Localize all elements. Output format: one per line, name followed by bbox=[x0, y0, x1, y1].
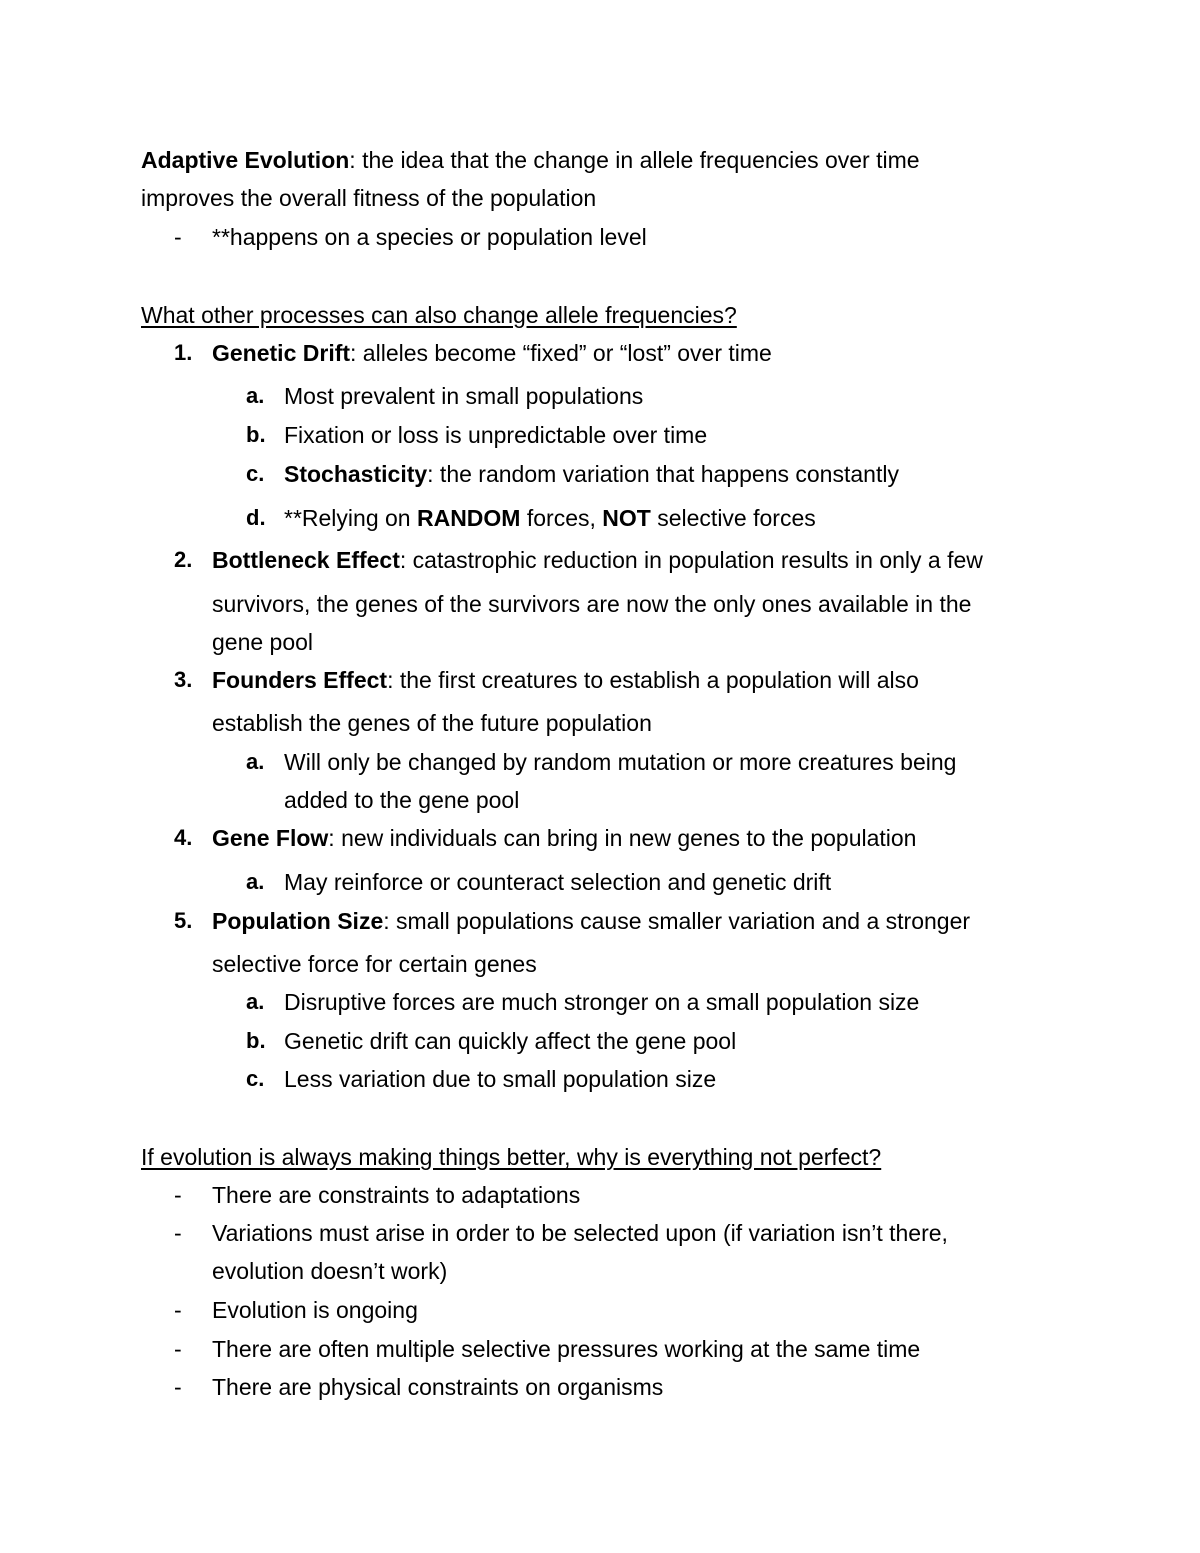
bullet-dash: - bbox=[174, 1336, 182, 1362]
sublist-item-random-forces bbox=[284, 503, 816, 533]
sublist-marker: c. bbox=[246, 1066, 265, 1091]
sublist-marker: a. bbox=[246, 383, 265, 408]
text-run: selective forces bbox=[650, 505, 816, 531]
list-marker: 2. bbox=[174, 547, 193, 572]
list-item-term: Genetic Drift bbox=[212, 340, 351, 366]
sublist-marker: b. bbox=[246, 422, 266, 447]
sublist-item-stochasticity bbox=[284, 459, 899, 489]
list-item-term: Bottleneck Effect bbox=[212, 547, 400, 573]
bullet-item: There are constraints to adaptations bbox=[212, 1182, 581, 1208]
sublist-item: Most prevalent in small populations bbox=[284, 383, 644, 409]
intro-bullet: **happens on a species or population level bbox=[212, 224, 647, 250]
list-item-continuation: survivors, the genes of the survivors are now the only ones available in the bbox=[212, 591, 972, 617]
sublist-term: Stochasticity bbox=[284, 461, 428, 487]
list-marker: 4. bbox=[174, 825, 193, 850]
list-marker: 3. bbox=[174, 667, 193, 692]
list-item-text: : new individuals can bring in new genes to the population bbox=[328, 825, 917, 851]
emphasis-random: RANDOM bbox=[416, 505, 521, 531]
list-item-population-size bbox=[212, 906, 970, 936]
bullet-item-continuation: evolution doesn’t work) bbox=[212, 1258, 448, 1284]
sublist-marker: c. bbox=[246, 461, 265, 486]
sublist-item: Disruptive forces are much stronger on a small population size bbox=[284, 989, 920, 1015]
text-run: **Relying on bbox=[284, 505, 417, 531]
list-item-continuation: establish the genes of the future population bbox=[212, 710, 652, 736]
sublist-item-continuation: added to the gene pool bbox=[284, 787, 520, 813]
list-item-text: : small populations cause smaller variation and a stronger bbox=[383, 908, 971, 934]
section-heading-not-perfect: If evolution is always making things better, why is everything not perfect? bbox=[141, 1144, 882, 1170]
intro-definition: : the idea that the change in allele frequencies over time bbox=[349, 147, 920, 173]
bullet-dash: - bbox=[174, 1374, 182, 1400]
emphasis-not: NOT bbox=[602, 505, 651, 531]
bullet-dash: - bbox=[174, 1297, 182, 1323]
sublist-marker: d. bbox=[246, 505, 266, 530]
sublist-item: Less variation due to small population size bbox=[284, 1066, 717, 1092]
list-item-term: Founders Effect bbox=[212, 667, 388, 693]
sublist-item: Will only be changed by random mutation or more creatures being bbox=[284, 749, 957, 775]
intro-term: Adaptive Evolution bbox=[141, 147, 350, 173]
sublist-marker: a. bbox=[246, 989, 265, 1014]
bullet-dash: - bbox=[174, 224, 182, 250]
list-item-continuation: selective force for certain genes bbox=[212, 951, 537, 977]
sublist-marker: a. bbox=[246, 869, 265, 894]
sublist-item: Fixation or loss is unpredictable over time bbox=[284, 422, 708, 448]
intro-line-1 bbox=[141, 145, 920, 175]
list-item-founders bbox=[212, 665, 919, 695]
list-item-genetic-drift bbox=[212, 338, 772, 368]
bullet-dash: - bbox=[174, 1220, 182, 1246]
list-item-term: Gene Flow bbox=[212, 825, 329, 851]
bullet-item: Variations must arise in order to be selected upon (if variation isn’t there, bbox=[212, 1220, 948, 1246]
list-item-continuation: gene pool bbox=[212, 629, 314, 655]
sublist-item: Genetic drift can quickly affect the gene pool bbox=[284, 1028, 737, 1054]
list-item-text: : catastrophic reduction in population results in only a few bbox=[399, 547, 983, 573]
bullet-dash: - bbox=[174, 1182, 182, 1208]
text-run: forces, bbox=[520, 505, 603, 531]
intro-line-2: improves the overall fitness of the population bbox=[141, 185, 597, 211]
sublist-text: : the random variation that happens constantly bbox=[427, 461, 899, 487]
list-item-term: Population Size bbox=[212, 908, 384, 934]
list-item-bottleneck bbox=[212, 545, 983, 575]
list-item-text: : alleles become “fixed” or “lost” over time bbox=[350, 340, 772, 366]
list-marker: 5. bbox=[174, 908, 193, 933]
bullet-item: There are physical constraints on organisms bbox=[212, 1374, 664, 1400]
sublist-item: May reinforce or counteract selection and genetic drift bbox=[284, 869, 832, 895]
bullet-item: There are often multiple selective pressures working at the same time bbox=[212, 1336, 921, 1362]
sublist-marker: a. bbox=[246, 749, 265, 774]
sublist-marker: b. bbox=[246, 1028, 266, 1053]
list-item-gene-flow bbox=[212, 823, 916, 853]
section-heading-processes: What other processes can also change allele frequencies? bbox=[141, 302, 737, 328]
bullet-item: Evolution is ongoing bbox=[212, 1297, 418, 1323]
list-marker: 1. bbox=[174, 340, 193, 365]
list-item-text: : the first creatures to establish a population will also bbox=[387, 667, 919, 693]
